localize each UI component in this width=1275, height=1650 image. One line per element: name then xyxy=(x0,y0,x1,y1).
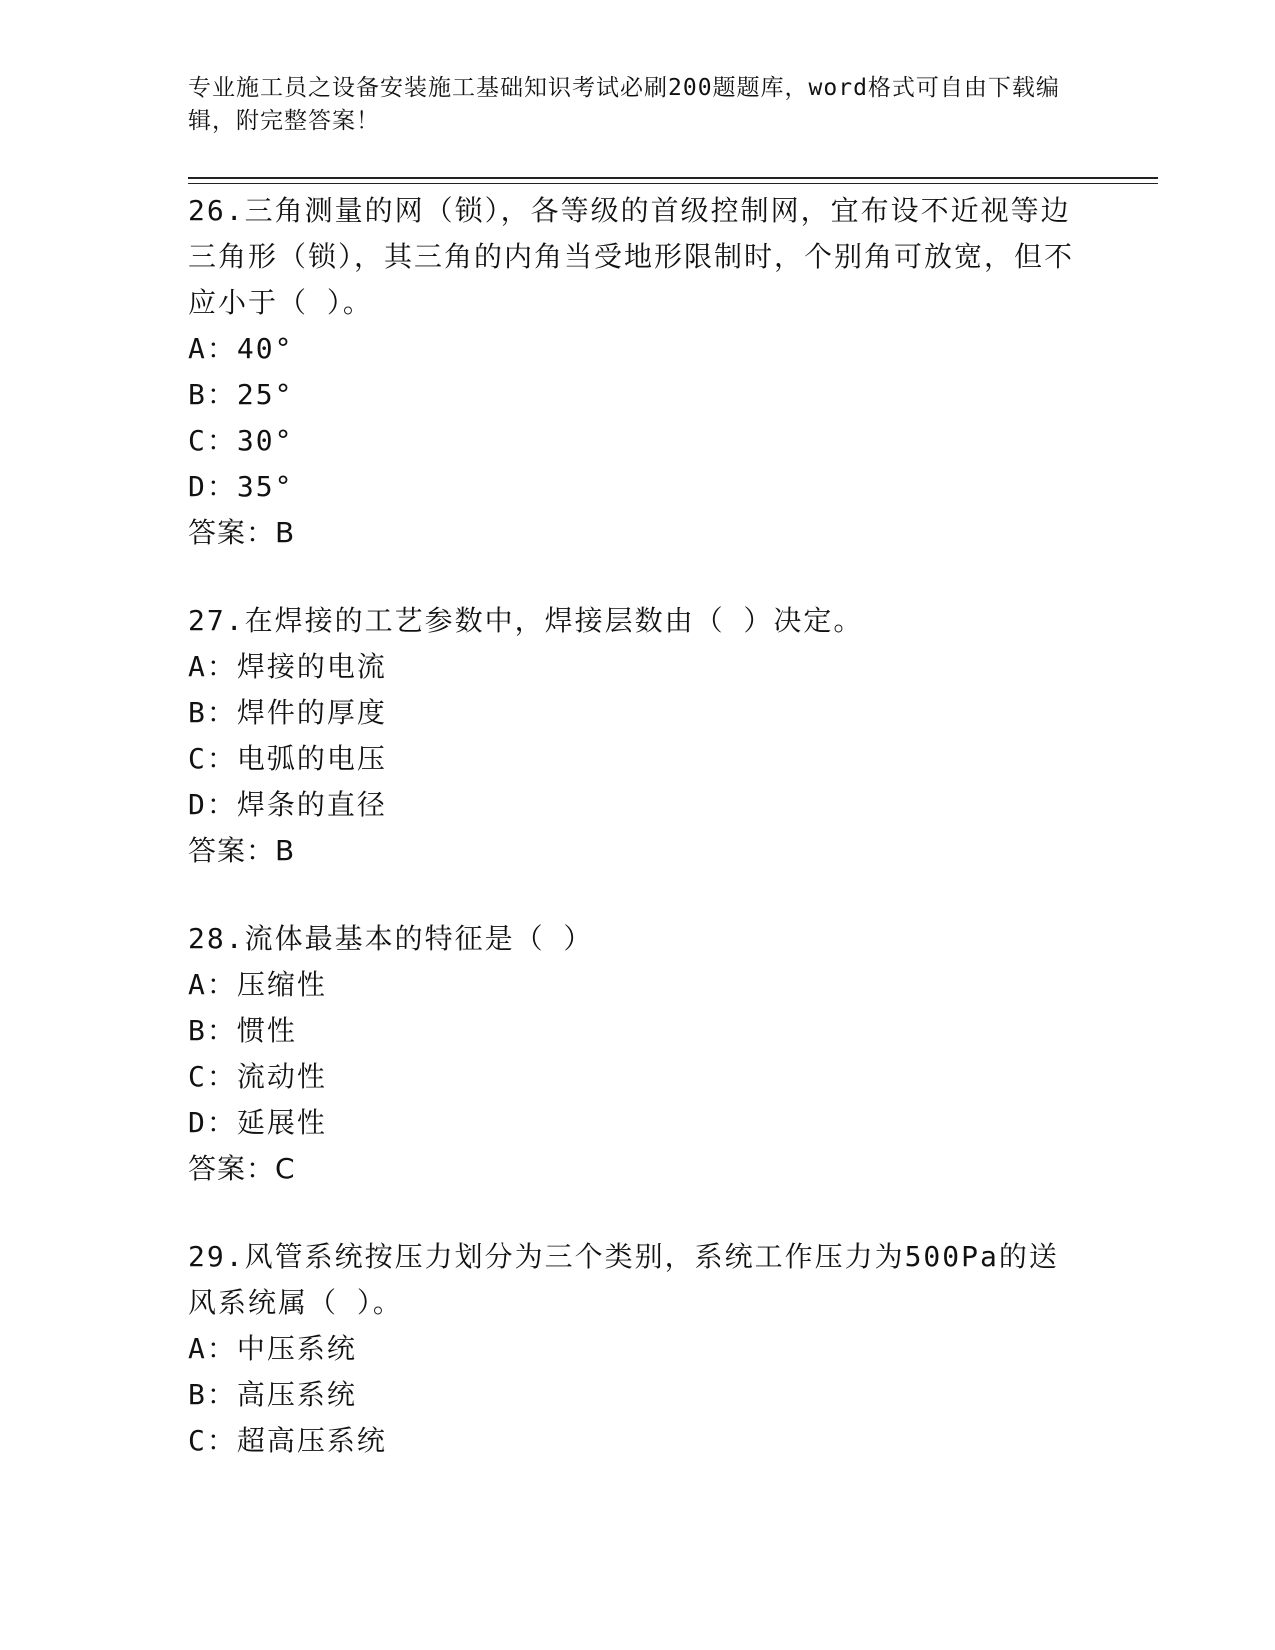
header-divider-thick xyxy=(188,177,1158,179)
option-b: B：焊件的厚度 xyxy=(188,696,387,729)
document-header: 专业施工员之设备安装施工基础知识考试必刷200题题库，word格式可自由下载编辑，附完整答案！ xyxy=(188,75,1060,134)
option-c: C：超高压系统 xyxy=(188,1424,387,1457)
option-c: C：电弧的电压 xyxy=(188,742,387,775)
option-b: B：25° xyxy=(188,378,294,411)
answer-text: 答案：C xyxy=(188,1152,296,1185)
option-c: C：流动性 xyxy=(188,1060,327,1093)
option-b: B：惯性 xyxy=(188,1014,297,1047)
option-c: C：30° xyxy=(188,424,294,457)
question-26 xyxy=(188,188,1088,556)
question-29 xyxy=(188,1234,1088,1464)
option-a: A：焊接的电流 xyxy=(188,650,387,683)
question-stem: 26.三角测量的网（锁），各等级的首级控制网，宜布设不近视等边三角形（锁），其三角的内角当受地形限制时，个别角可放宽，但不应小于（ ）。 xyxy=(188,194,1075,319)
question-stem: 27.在焊接的工艺参数中，焊接层数由（ ）决定。 xyxy=(188,604,864,637)
option-d: D：延展性 xyxy=(188,1106,327,1139)
question-27 xyxy=(188,598,1088,874)
option-b: B：高压系统 xyxy=(188,1378,357,1411)
answer-text: 答案：B xyxy=(188,516,296,549)
option-a: A：中压系统 xyxy=(188,1332,357,1365)
question-list xyxy=(188,188,1088,1506)
question-28 xyxy=(188,916,1088,1192)
option-d: D：焊条的直径 xyxy=(188,788,387,821)
question-stem: 29.风管系统按压力划分为三个类别，系统工作压力为500Pa的送风系统属（ ）。 xyxy=(188,1240,1059,1319)
option-a: A：压缩性 xyxy=(188,968,327,1001)
option-a: A：40° xyxy=(188,332,294,365)
answer-text: 答案：B xyxy=(188,834,296,867)
header-divider-thin xyxy=(188,183,1158,184)
option-d: D：35° xyxy=(188,470,294,503)
question-stem: 28.流体最基本的特征是（ ） xyxy=(188,922,594,955)
